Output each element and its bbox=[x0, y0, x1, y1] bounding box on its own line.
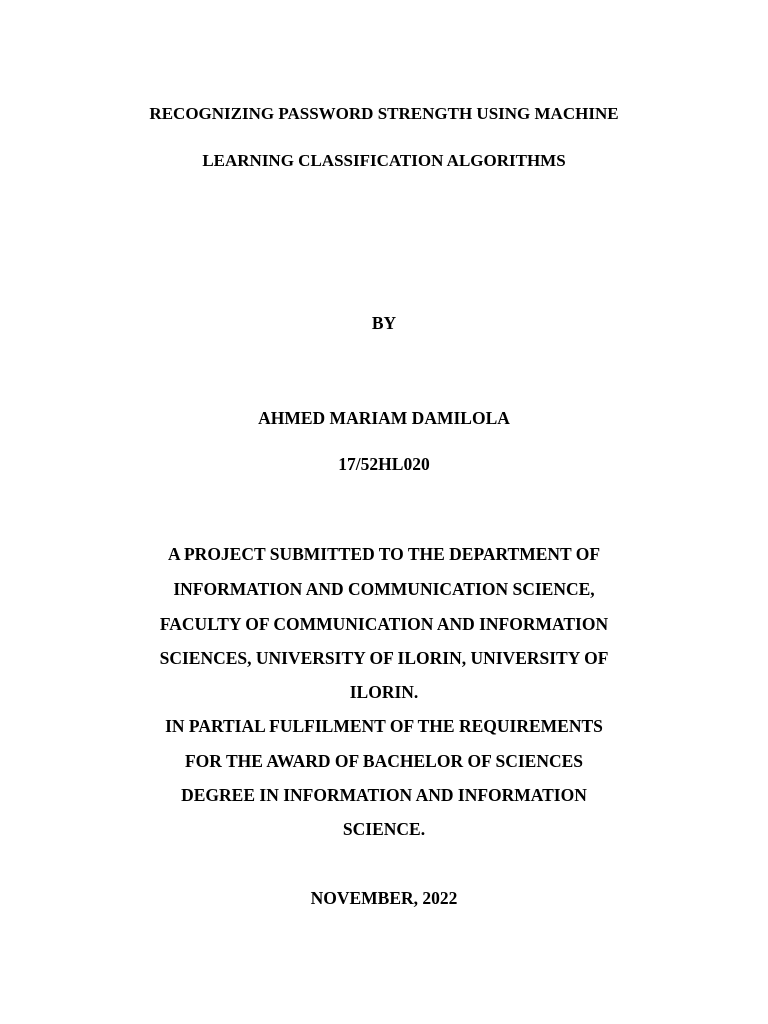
matric-number: 17/52HL020 bbox=[338, 454, 430, 474]
submission-line-5: ILORIN. bbox=[349, 682, 419, 702]
submission-line-7: FOR THE AWARD OF BACHELOR OF SCIENCES bbox=[184, 751, 584, 771]
by-label: BY bbox=[371, 313, 397, 333]
submission-line-6: IN PARTIAL FULFILMENT OF THE REQUIREMENTS bbox=[165, 716, 603, 736]
submission-line-4: SCIENCES, UNIVERSITY OF ILORIN, UNIVERSITY OF bbox=[159, 648, 609, 668]
submission-line-9: SCIENCE. bbox=[342, 819, 426, 839]
title-line-1: RECOGNIZING PASSWORD STRENGTH USING MACHINE bbox=[149, 104, 619, 123]
submission-line-2: INFORMATION AND COMMUNICATION SCIENCE, bbox=[173, 579, 595, 599]
author-name: AHMED MARIAM DAMILOLA bbox=[258, 408, 510, 428]
submission-line-3: FACULTY OF COMMUNICATION AND INFORMATION bbox=[159, 614, 609, 634]
submission-line-8: DEGREE IN INFORMATION AND INFORMATION bbox=[181, 785, 587, 805]
submission-line-1: A PROJECT SUBMITTED TO THE DEPARTMENT OF bbox=[167, 544, 601, 564]
title-line-2: LEARNING CLASSIFICATION ALGORITHMS bbox=[202, 151, 566, 170]
submission-date: NOVEMBER, 2022 bbox=[310, 888, 458, 908]
